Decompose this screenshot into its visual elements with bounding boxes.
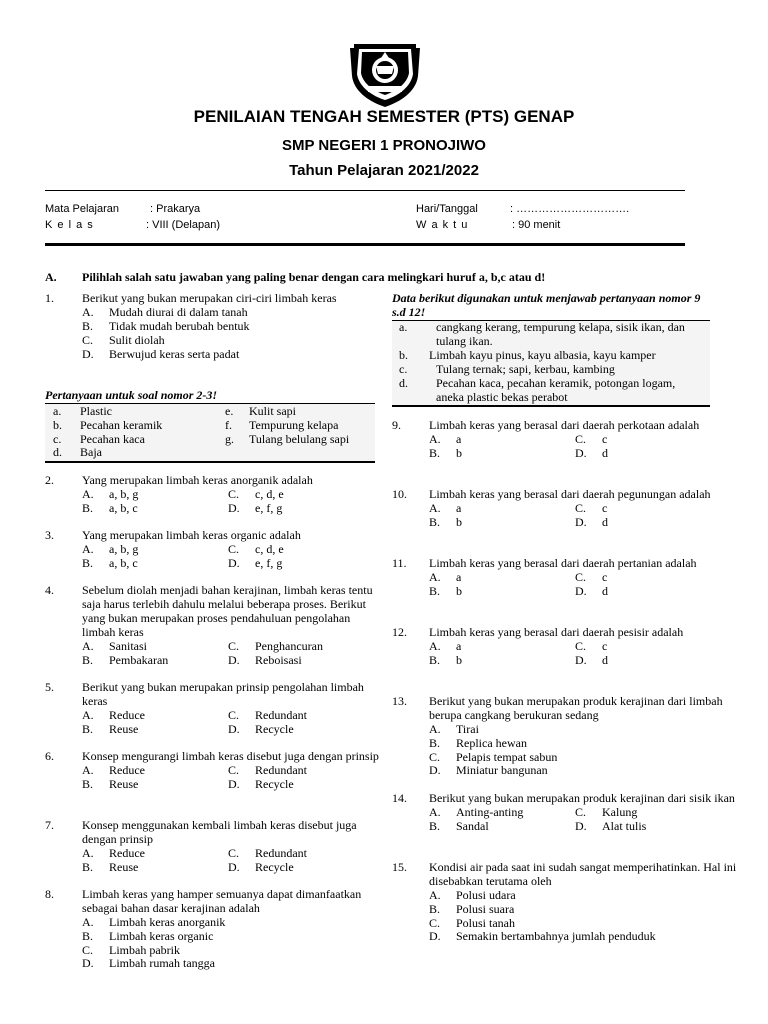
table-key: d. — [399, 375, 408, 390]
option-letter: B. — [429, 818, 441, 833]
option-letter: A. — [429, 500, 441, 515]
question-number: 5. — [45, 680, 54, 694]
option-text: Reboisasi — [255, 652, 302, 667]
time-value: : 90 menit — [512, 219, 561, 231]
option-letter: A. — [82, 486, 94, 501]
exam-title: PENILAIAN TENGAH SEMESTER (PTS) GENAP — [193, 107, 575, 126]
table-item: Tulang ternak; sapi, kerbau, kambing — [436, 361, 615, 376]
option-text: a, b, c — [109, 500, 138, 515]
option-letter: C. — [228, 707, 240, 722]
option-text: b — [456, 445, 462, 460]
option-text: Recycle — [255, 776, 294, 791]
option-text: Miniatur bangunan — [456, 763, 548, 778]
option-letter: B. — [429, 735, 441, 750]
table-key: b. — [399, 347, 408, 362]
option-letter: C. — [228, 762, 240, 777]
option-letter: C. — [575, 569, 587, 584]
table-title-2-3: Pertanyaan untuk soal nomor 2-3! — [45, 388, 218, 402]
option-text: Reuse — [109, 776, 139, 791]
question-number: 12. — [392, 625, 407, 639]
option-letter: D. — [228, 652, 240, 667]
option-letter: C. — [228, 638, 240, 653]
question-text: Konsep mengurangi limbah keras disebut juga dengan prinsip — [82, 749, 379, 763]
question-text: Yang merupakan limbah keras anorganik adalah — [82, 473, 313, 487]
option-letter: D. — [429, 763, 441, 778]
option-letter: D. — [228, 555, 240, 570]
question-text: Limbah keras yang berasal dari daerah pesisir adalah — [429, 625, 684, 639]
option-text: Anting-anting — [456, 804, 524, 819]
option-text: Polusi suara — [456, 901, 515, 916]
question-text: Konsep menggunakan kembali limbah keras disebut juga dengan prinsip — [82, 818, 357, 846]
table-item: Pecahan keramik — [80, 417, 163, 432]
option-text: Reuse — [109, 859, 139, 874]
option-letter: A. — [82, 304, 94, 319]
question-number: 14. — [392, 791, 407, 805]
option-letter: D. — [575, 445, 587, 460]
table-2-3 — [45, 403, 375, 463]
table-item: Tempurung kelapa — [249, 417, 339, 432]
option-letter: C. — [575, 638, 587, 653]
table-key: f. — [225, 417, 232, 432]
school-name: SMP NEGERI 1 PRONOJIWO — [282, 137, 486, 154]
option-text: Recycle — [255, 721, 294, 736]
table-key: c. — [399, 361, 408, 376]
option-letter: A. — [429, 569, 441, 584]
question-number: 8. — [45, 887, 54, 901]
question-number: 15. — [392, 860, 407, 874]
option-text: a, b, g — [109, 541, 139, 556]
option-text: d — [602, 652, 608, 667]
option-text: Reduce — [109, 845, 145, 860]
question-7 — [45, 819, 380, 875]
option-text: b — [456, 652, 462, 667]
question-5 — [45, 681, 380, 737]
option-letter: A. — [429, 431, 441, 446]
option-text: d — [602, 445, 608, 460]
option-letter: B. — [429, 652, 441, 667]
option-text: Limbah keras anorganik — [109, 914, 226, 929]
question-8 — [45, 888, 380, 971]
option-text: b — [456, 514, 462, 529]
option-text: Penghancuran — [255, 638, 323, 653]
table-item: Plastic — [80, 404, 112, 418]
option-text: Polusi tanah — [456, 915, 515, 930]
question-text: Berikut yang bukan merupakan produk kerajinan dari limbah berupa cangkang berukuran sedang — [429, 694, 723, 722]
option-text: d — [602, 514, 608, 529]
option-letter: A. — [82, 845, 94, 860]
option-letter: B. — [82, 721, 94, 736]
option-text: a — [456, 569, 462, 584]
question-text: Berikut yang bukan merupakan produk kerajinan dari sisik ikan — [429, 791, 735, 805]
table-item: Limbah kayu pinus, kayu albasia, kayu kamper — [429, 347, 656, 362]
table-key: g. — [225, 431, 234, 446]
option-letter: A. — [82, 914, 94, 929]
option-letter: C. — [429, 915, 441, 930]
option-letter: B. — [82, 500, 94, 515]
info-divider — [45, 243, 685, 246]
option-text: Redundant — [255, 707, 307, 722]
question-9 — [392, 419, 737, 461]
option-text: a — [456, 638, 462, 653]
option-letter: D. — [82, 346, 94, 361]
option-letter: B. — [429, 583, 441, 598]
option-letter: B. — [82, 928, 94, 943]
table-item: Tulang belulang sapi — [249, 431, 350, 446]
class-value: : VIII (Delapan) — [146, 219, 220, 231]
option-text: c, d, e — [255, 486, 284, 501]
table-key: e. — [225, 404, 234, 418]
option-letter: A. — [82, 638, 94, 653]
question-text: Sebelum diolah menjadi bahan kerajinan, limbah keras tentu saja harus terlebih dahulu melalui beberapa proses. Berikut yang bukan merupakan proses pendahuluan pengolahan limbah keras — [82, 583, 373, 639]
question-number: 13. — [392, 694, 407, 708]
question-text: Berikut yang bukan merupakan ciri-ciri limbah keras — [82, 291, 337, 305]
table-key: d. — [53, 445, 62, 460]
option-letter: B. — [429, 445, 441, 460]
option-text: e, f, g — [255, 555, 283, 570]
option-letter: C. — [228, 845, 240, 860]
question-1 — [45, 292, 380, 361]
option-letter: B. — [82, 555, 94, 570]
option-letter: C. — [575, 431, 587, 446]
option-letter: D. — [575, 818, 587, 833]
subject-label: Mata Pelajaran — [45, 203, 119, 215]
option-letter: A. — [82, 541, 94, 556]
section-instruction: Pilihlah salah satu jawaban yang paling benar dengan cara melingkari huruf a, b,c atau d! — [82, 270, 546, 284]
section-number: A. — [45, 270, 57, 284]
option-letter: B. — [429, 514, 441, 529]
table-item: cangkang kerang, tempurung kelapa, sisik ikan, dan tulang ikan. — [436, 320, 685, 348]
option-letter: C. — [228, 541, 240, 556]
question-number: 10. — [392, 487, 407, 501]
option-text: Redundant — [255, 845, 307, 860]
option-text: Sandal — [456, 818, 489, 833]
question-number: 11. — [392, 556, 407, 570]
option-text: Mudah diurai di dalam tanah — [109, 304, 248, 319]
option-letter: C. — [575, 804, 587, 819]
table-key: b. — [53, 417, 62, 432]
option-text: a, b, c — [109, 555, 138, 570]
question-number: 3. — [45, 528, 54, 542]
option-text: c — [602, 569, 608, 584]
option-letter: A. — [82, 707, 94, 722]
question-number: 7. — [45, 818, 54, 832]
option-letter: C. — [82, 332, 94, 347]
academic-year: Tahun Pelajaran 2021/2022 — [289, 162, 479, 179]
option-text: Tidak mudah berubah bentuk — [109, 318, 250, 333]
option-letter: B. — [82, 318, 94, 333]
regency-emblem-logo — [348, 40, 422, 110]
table-item: Pecahan kaca — [80, 431, 145, 446]
table-item: Pecahan kaca, pecahan keramik, potongan logam, aneka plastic bekas perabot — [436, 375, 676, 404]
option-text: Semakin bertambahnya jumlah penduduk — [456, 929, 656, 944]
option-text: Pembakaran — [109, 652, 169, 667]
question-text: Limbah keras yang berasal dari daerah perkotaan adalah — [429, 418, 700, 432]
option-text: Limbah rumah tangga — [109, 956, 215, 971]
table-item: Baja — [80, 445, 102, 460]
question-number: 9. — [392, 418, 401, 432]
option-text: Redundant — [255, 762, 307, 777]
question-2 — [45, 474, 380, 516]
option-text: Polusi udara — [456, 887, 516, 902]
time-label: W a k t u — [416, 219, 469, 231]
option-letter: B. — [82, 776, 94, 791]
option-text: Limbah pabrik — [109, 942, 180, 957]
question-10 — [392, 488, 737, 530]
option-letter: D. — [228, 859, 240, 874]
table-title-9-12: Data berikut digunakan untuk menjawab pertanyaan nomor 9 s.d 12! — [392, 291, 701, 319]
question-15 — [392, 861, 737, 944]
option-letter: D. — [82, 956, 94, 971]
option-letter: A. — [429, 804, 441, 819]
table-9-12 — [392, 320, 710, 407]
question-13 — [392, 695, 737, 778]
option-text: Reuse — [109, 721, 139, 736]
option-text: Pelapis tempat sabun — [456, 749, 558, 764]
option-text: Alat tulis — [602, 818, 647, 833]
header-divider — [45, 190, 685, 191]
question-6 — [45, 750, 380, 792]
question-text: Limbah keras yang berasal dari daerah pegunungan adalah — [429, 487, 711, 501]
question-12 — [392, 626, 737, 668]
option-letter: A. — [429, 638, 441, 653]
option-text: Limbah keras organic — [109, 928, 214, 943]
option-text: c, d, e — [255, 541, 284, 556]
question-number: 4. — [45, 583, 54, 597]
option-text: d — [602, 583, 608, 598]
option-text: Tirai — [456, 721, 479, 736]
question-number: 1. — [45, 291, 54, 305]
option-letter: D. — [429, 929, 441, 944]
option-letter: D. — [228, 776, 240, 791]
option-letter: A. — [429, 721, 441, 736]
option-text: Replica hewan — [456, 735, 527, 750]
table-item: Kulit sapi — [249, 404, 296, 418]
option-text: Sulit diolah — [109, 332, 165, 347]
option-letter: C. — [575, 500, 587, 515]
question-number: 6. — [45, 749, 54, 763]
option-letter: B. — [429, 901, 441, 916]
option-text: Reduce — [109, 762, 145, 777]
option-letter: D. — [575, 514, 587, 529]
question-text: Limbah keras yang hamper semuanya dapat dimanfaatkan sebagai bahan dasar kerajinan adalah — [82, 887, 362, 915]
option-letter: D. — [575, 652, 587, 667]
question-text: Limbah keras yang berasal dari daerah pertanian adalah — [429, 556, 697, 570]
option-text: c — [602, 431, 608, 446]
option-letter: A. — [82, 762, 94, 777]
option-letter: C. — [228, 486, 240, 501]
option-text: b — [456, 583, 462, 598]
option-text: Recycle — [255, 859, 294, 874]
question-text: Yang merupakan limbah keras organic adalah — [82, 528, 301, 542]
option-text: Berwujud keras serta padat — [109, 346, 240, 361]
option-text: e, f, g — [255, 500, 283, 515]
subject-value: : Prakarya — [150, 203, 201, 215]
option-text: c — [602, 638, 608, 653]
option-text: Reduce — [109, 707, 145, 722]
option-text: c — [602, 500, 608, 515]
option-letter: D. — [228, 721, 240, 736]
option-text: a — [456, 500, 462, 515]
table-key: c. — [53, 431, 62, 446]
option-text: a, b, g — [109, 486, 139, 501]
class-label: K e l a s — [45, 219, 94, 231]
table-key: a. — [53, 404, 62, 418]
option-letter: B. — [82, 652, 94, 667]
option-letter: C. — [82, 942, 94, 957]
question-4 — [45, 584, 380, 667]
option-letter: C. — [429, 749, 441, 764]
table-key: a. — [399, 320, 408, 334]
question-number: 2. — [45, 473, 54, 487]
question-3 — [45, 529, 380, 571]
question-11 — [392, 557, 737, 599]
date-value: : …………………………. — [510, 203, 630, 215]
option-text: a — [456, 431, 462, 446]
question-text: Kondisi air pada saat ini sudah sangat memperihatinkan. Hal ini disebabkan terutama oleh — [429, 860, 737, 888]
option-text: Kalung — [602, 804, 638, 819]
date-label: Hari/Tanggal — [416, 203, 478, 215]
question-14 — [392, 792, 737, 834]
question-text: Berikut yang bukan merupakan prinsip pengolahan limbah keras — [82, 680, 364, 708]
option-text: Sanitasi — [109, 638, 147, 653]
option-letter: D. — [228, 500, 240, 515]
option-letter: B. — [82, 859, 94, 874]
option-letter: A. — [429, 887, 441, 902]
option-letter: D. — [575, 583, 587, 598]
